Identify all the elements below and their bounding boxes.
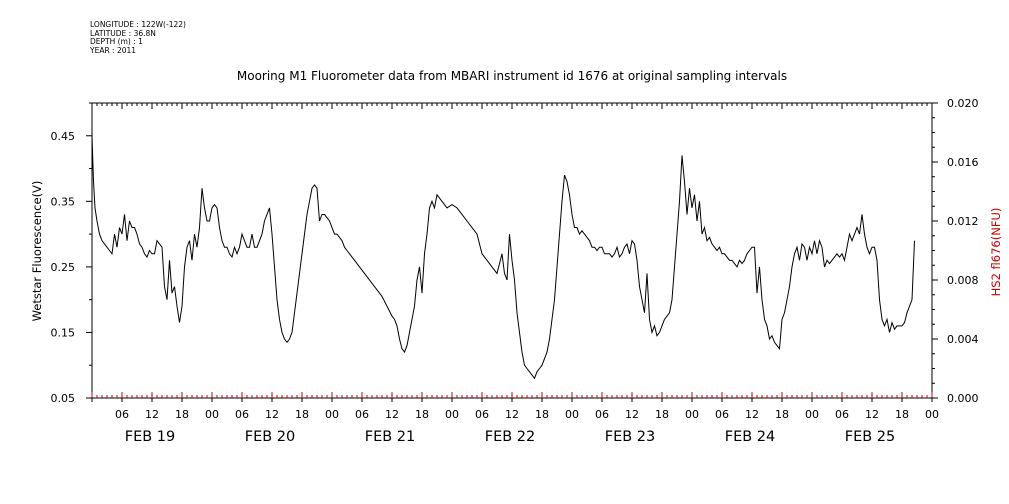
y-axis-right-title: HS2 fl676(NFU) [989, 207, 1003, 297]
x-hour-label: 12 [385, 408, 399, 421]
y-left-tick-label: 0.05 [50, 392, 75, 405]
y-left-tick-label: 0.15 [50, 326, 75, 340]
x-hour-label: 06 [235, 408, 249, 421]
x-hour-label: 12 [505, 408, 519, 421]
axis-ticks [86, 103, 938, 402]
plot-frame [92, 103, 932, 398]
x-hour-label: 00 [205, 408, 219, 421]
y-axis-right [947, 97, 979, 405]
x-hour-label: 12 [745, 408, 759, 421]
x-hour-label: 12 [145, 408, 159, 421]
y-right-tick-label: 0.016 [947, 156, 979, 169]
x-day-label: FEB 22 [484, 429, 536, 445]
longitude-label: LONGITUDE : 122W(-122) [90, 20, 186, 29]
x-hour-label: 00 [565, 408, 579, 421]
y-axis-left-title: Wetstar Fluorescence(V) [30, 180, 44, 322]
y-left-tick-label: 0.35 [50, 195, 75, 209]
x-hour-label: 18 [415, 408, 429, 421]
x-hour-label: 00 [325, 408, 339, 421]
chart-title: Mooring M1 Fluorometer data from MBARI instrument id 1676 at original sampling intervals [236, 69, 788, 83]
y-right-tick-label: 0.004 [947, 333, 979, 346]
y-axis-left [51, 130, 76, 405]
x-day-label: FEB 21 [364, 429, 416, 445]
x-hour-label: 06 [115, 408, 129, 421]
x-hour-label: 00 [445, 408, 459, 421]
x-hour-label: 00 [685, 408, 699, 421]
y-right-tick-label: 0.008 [947, 274, 979, 287]
y-right-tick-label: 0.000 [947, 392, 979, 405]
x-hour-label: 12 [265, 408, 279, 421]
x-axis [115, 408, 939, 445]
x-hour-label: 06 [595, 408, 609, 421]
x-hour-label: 12 [625, 408, 639, 421]
year-label: YEAR : 2011 [90, 45, 137, 55]
x-day-label: FEB 20 [244, 429, 296, 445]
y-right-tick-label: 0.012 [947, 215, 979, 228]
x-hour-label: 06 [835, 408, 849, 421]
x-hour-label: 18 [175, 408, 189, 421]
x-hour-label: 18 [775, 408, 789, 421]
y-left-tick-label: 0.25 [50, 260, 75, 274]
latitude-label: LATITUDE : 36.8N [90, 28, 156, 38]
x-hour-label: 00 [805, 408, 819, 421]
x-day-label: FEB 23 [604, 429, 656, 445]
x-hour-label: 06 [475, 408, 489, 421]
x-hour-label: 18 [895, 408, 909, 421]
x-hour-label: 12 [865, 408, 879, 421]
x-day-label: FEB 25 [844, 429, 896, 445]
x-hour-label: 18 [655, 408, 669, 421]
series-line [92, 136, 915, 379]
x-hour-label: 06 [715, 408, 729, 421]
x-day-label: FEB 24 [724, 429, 776, 445]
x-hour-label: 18 [295, 408, 309, 421]
y-right-tick-label: 0.020 [947, 97, 979, 110]
y-left-tick-label: 0.45 [50, 129, 75, 143]
x-day-label: FEB 19 [124, 429, 176, 445]
x-hour-label: 00 [925, 408, 939, 421]
x-hour-label: 06 [355, 408, 369, 421]
depth-label: DEPTH (m) : 1 [90, 37, 143, 47]
x-hour-label: 18 [535, 408, 549, 421]
